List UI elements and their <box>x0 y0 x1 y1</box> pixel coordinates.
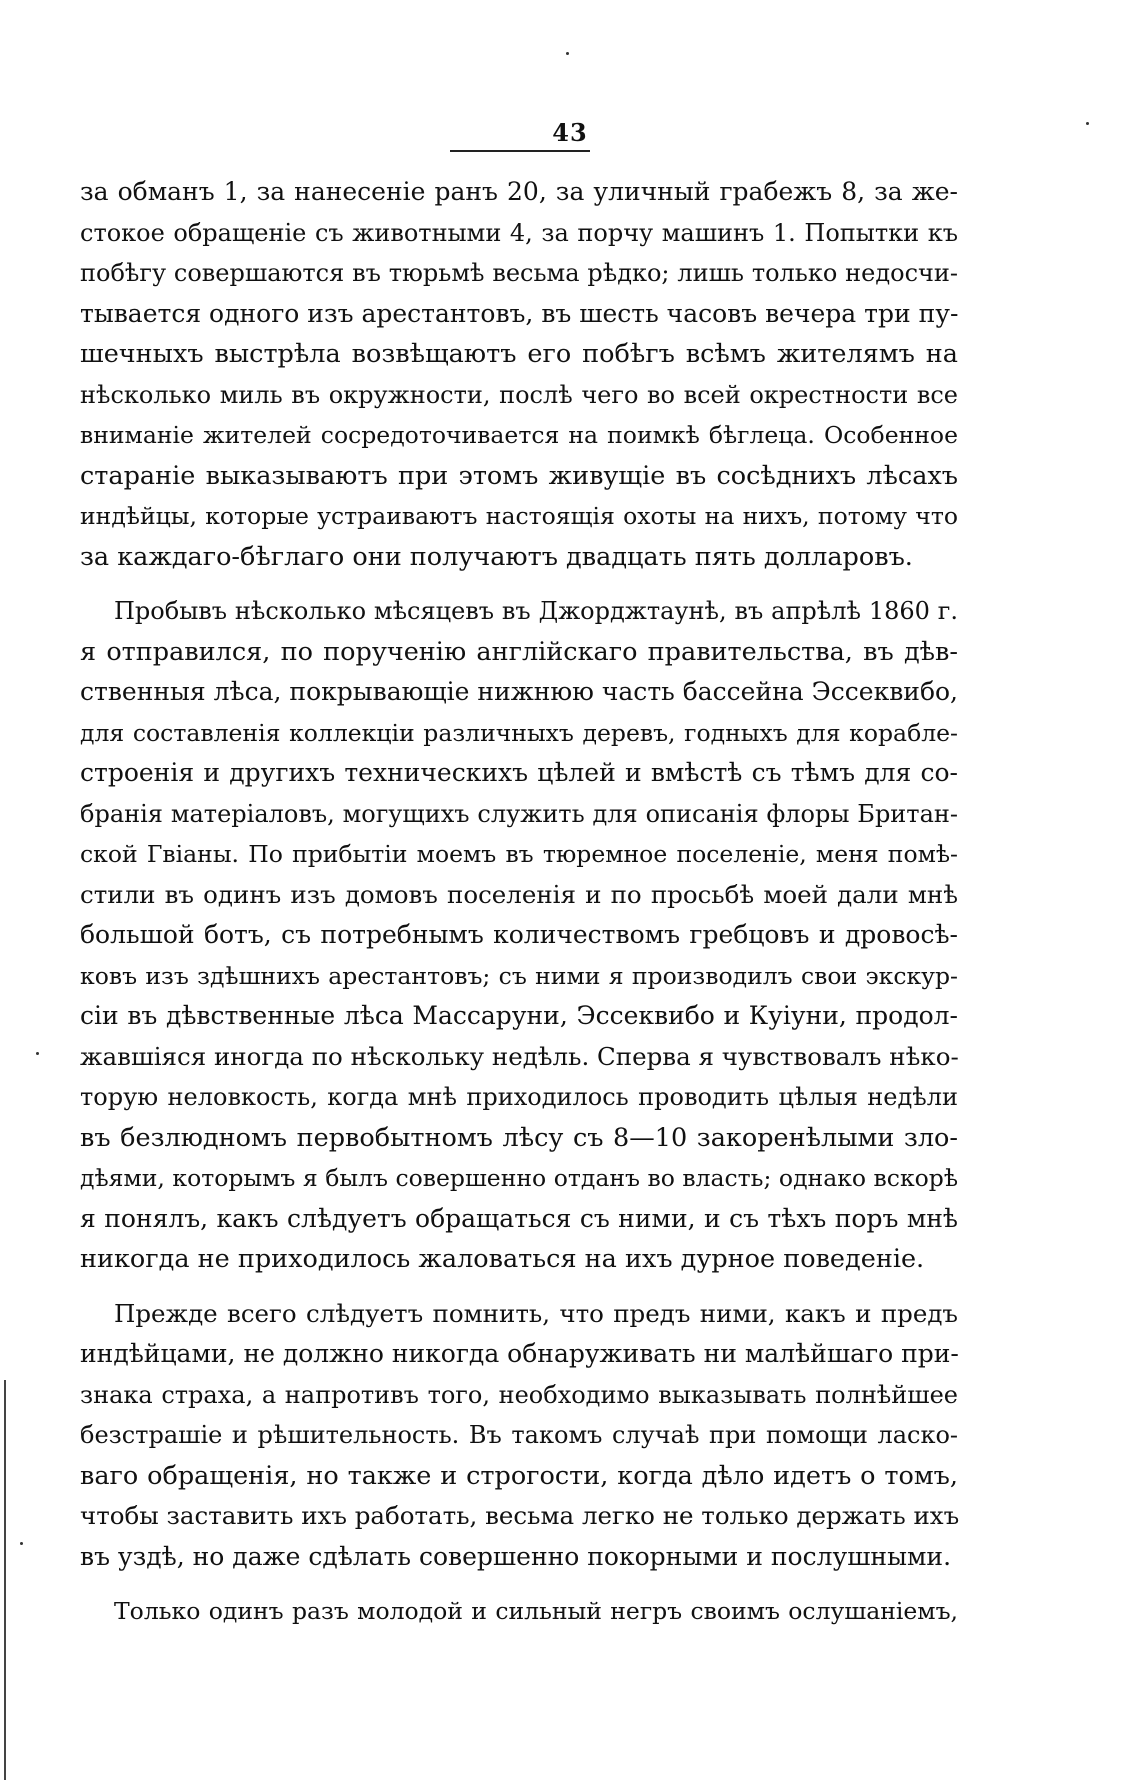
text-line: никогда не приходилось жаловаться на ихъ дурное поведеніе. <box>80 1244 925 1274</box>
text-line: жавшіяся иногда по нѣскольку недѣль. Сперва я чувствовалъ нѣко- <box>80 1041 959 1071</box>
text-line: за каждаго-бѣглаго они получаютъ двадцать пять долларовъ. <box>80 541 913 572</box>
text-line: ваго обращенія, но также и строгости, когда дѣло идетъ о томъ, <box>80 1460 958 1491</box>
text-line: безстрашіе и рѣшительность. Въ такомъ случаѣ при помощи ласко- <box>80 1421 958 1449</box>
text-line: торую неловкость, когда мнѣ приходилось проводить цѣлыя недѣли <box>80 1083 958 1111</box>
text-line: стараніе выказываютъ при этомъ живущіе въ сосѣднихъ лѣсахъ <box>80 460 958 491</box>
text-line: шечныхъ выстрѣла возвѣщаютъ его побѣгъ всѣмъ жителямъ на <box>80 339 958 369</box>
text-line: вниманіе жителей сосредоточивается на поимкѣ бѣглеца. Особенное <box>80 421 958 449</box>
text-line: индѣйцами, не должно никогда обнаруживать ни малѣйшаго при- <box>80 1339 959 1368</box>
text-line: дѣями, которымъ я былъ совершенно отданъ во власть; однако вскорѣ <box>80 1164 958 1192</box>
page-number-rule <box>450 150 590 152</box>
scan-speck <box>1086 122 1089 125</box>
text-line: бранія матеріаловъ, могущихъ служить для описанія флоры Британ- <box>80 799 958 828</box>
text-line: побѣгу совершаются въ тюрьмѣ весьма рѣдко; лишь только недосчи- <box>80 259 958 287</box>
text-line: стили въ одинъ изъ домовъ поселенія и по просьбѣ моей дали мнѣ <box>80 879 958 909</box>
scan-speck <box>566 52 569 55</box>
text-line: тывается одного изъ арестантовъ, въ шесть часовъ вечера три пу- <box>80 298 959 328</box>
text-line: большой ботъ, съ потребнымъ количествомъ гребцовъ и дровосѣ- <box>80 920 958 949</box>
text-line: сіи въ дѣвственные лѣса Массаруни, Эссеквибо и Куіуни, продол- <box>80 1001 958 1030</box>
text-line: ской Гвіаны. По прибытіи моемъ въ тюремное поселеніе, меня помѣ- <box>80 840 958 868</box>
text-line: я понялъ, какъ слѣдуетъ обращаться съ ними, и съ тѣхъ поръ мнѣ <box>80 1203 958 1233</box>
text-line: для составленія коллекціи различныхъ деревъ, годныхъ для корабле- <box>80 718 958 747</box>
body-text <box>80 172 958 1632</box>
text-line: ковъ изъ здѣшнихъ арестантовъ; съ ними я производилъ свои экскур- <box>80 961 958 990</box>
text-line: въ безлюдномъ первобытномъ лѣсу съ 8—10 закоренѣлыми зло- <box>80 1122 958 1153</box>
text-line: въ уздѣ, но даже сдѣлать совершенно покорными и послушными. <box>80 1541 952 1571</box>
text-line: стокое обращеніе съ животными 4, за порчу машинъ 1. Попытки къ <box>80 218 958 247</box>
paragraph-2 <box>80 591 958 1280</box>
paragraph-4 <box>80 1591 958 1632</box>
text-line: индѣйцы, которые устраиваютъ настоящія охоты на нихъ, потому что <box>80 502 958 530</box>
paragraph-1 <box>80 172 958 577</box>
text-line: Только одинъ разъ молодой и сильный негръ своимъ ослушаніемъ, <box>114 1597 958 1625</box>
paragraph-3 <box>80 1294 958 1578</box>
page-binding-edge <box>4 1380 6 1780</box>
text-line: знака страха, а напротивъ того, необходимо выказывать полнѣйшее <box>80 1380 958 1409</box>
text-line: за обманъ 1, за нанесеніе ранъ 20, за уличный грабежъ 8, за же- <box>80 177 958 206</box>
text-line: строенія и другихъ техническихъ цѣлей и вмѣстѣ съ тѣмъ для со- <box>80 758 958 787</box>
text-line: Пробывъ нѣсколько мѣсяцевъ въ Джорджтаунѣ, въ апрѣлѣ 1860 г. <box>114 597 958 625</box>
text-line: чтобы заставить ихъ работать, весьма легко не только держать ихъ <box>80 1501 960 1530</box>
text-line: я отправился, по порученію англійскаго правительства, въ дѣв- <box>80 636 958 667</box>
text-line: ственныя лѣса, покрывающіе нижнюю часть бассейна Эссеквибо, <box>80 677 958 706</box>
scan-speck <box>20 1542 23 1545</box>
page-number: 43 <box>552 118 588 147</box>
text-line: нѣсколько миль въ окружности, послѣ чего во всей окрестности все <box>80 380 958 409</box>
text-line: Прежде всего слѣдуетъ помнить, что предъ ними, какъ и предъ <box>114 1298 958 1328</box>
scan-speck <box>36 1052 39 1055</box>
